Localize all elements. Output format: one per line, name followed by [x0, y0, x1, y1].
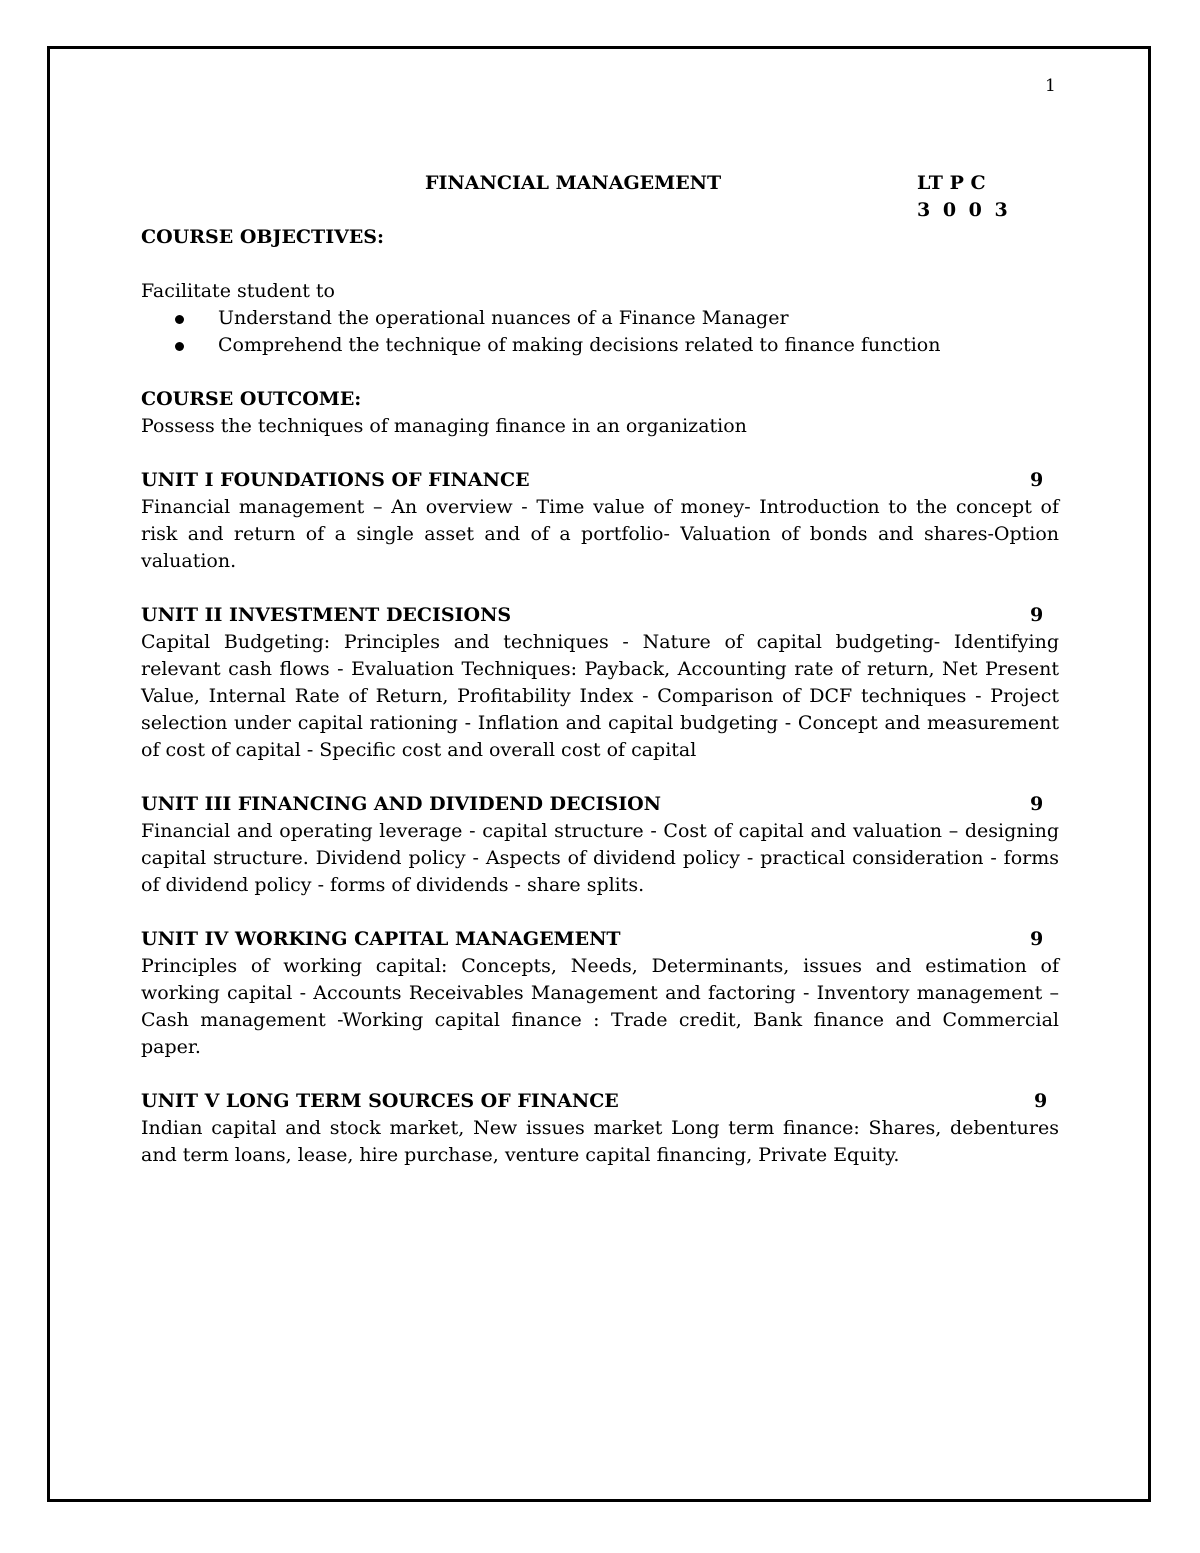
ltpc-label: LT P C — [917, 172, 986, 194]
unit-description: Financial and operating leverage - capital structure - Cost of capital and valuation – designing capital structure. Dividend policy - Aspects of dividend policy - practical consideration - forms of dividend policy - forms of dividends - share splits. — [141, 820, 1059, 896]
bullet-icon — [175, 315, 184, 324]
list-item — [141, 305, 1059, 332]
unit-title: UNIT V LONG TERM SOURCES OF FINANCE — [141, 1090, 619, 1112]
unit-description: Principles of working capital: Concepts, Needs, Determinants, issues and estimation of working capital - Accounts Receivables Management and factoring - Inventory management – Cash management -Working capital finance : Trade credit, Bank finance and Commercial paper. — [141, 955, 1059, 1058]
unit-hours: 9 — [1030, 469, 1044, 491]
ltpc-values: 3 0 0 3 — [917, 199, 1011, 221]
unit-heading — [141, 791, 1059, 818]
unit-title: UNIT II INVESTMENT DECISIONS — [141, 604, 512, 626]
objective-text: Understand the operational nuances of a Finance Manager — [218, 307, 789, 329]
title-row — [141, 170, 1059, 224]
unit-hours: 9 — [1030, 604, 1044, 626]
unit-section — [141, 1088, 1059, 1169]
objective-text: Comprehend the technique of making decisions related to finance function — [218, 334, 941, 356]
unit-heading — [141, 602, 1059, 629]
outcome-heading: COURSE OUTCOME: — [141, 388, 362, 410]
unit-section — [141, 467, 1059, 575]
bullet-icon — [175, 342, 184, 351]
unit-section — [141, 791, 1059, 899]
unit-title: UNIT III FINANCING AND DIVIDEND DECISION — [141, 793, 662, 815]
syllabus-content — [141, 170, 1059, 1169]
objectives-heading: COURSE OBJECTIVES: — [141, 226, 385, 248]
unit-section — [141, 926, 1059, 1061]
unit-heading — [141, 1088, 1059, 1115]
unit-title: UNIT I FOUNDATIONS OF FINANCE — [141, 469, 530, 491]
unit-heading — [141, 926, 1059, 953]
unit-description: Capital Budgeting: Principles and techniques - Nature of capital budgeting- Identifying relevant cash flows - Evaluation Techniques: Payback, Accounting rate of return, Net Present Value, Internal Rate of Return, Profitability Index - Comparison of DCF techniques - Project selection under capital rationing - Inflation and capital budgeting - Concept and measurement of cost of capital - Specific cost and overall cost of capital — [141, 631, 1059, 761]
ltpc-block — [917, 170, 1011, 224]
unit-description: Financial management – An overview - Time value of money- Introduction to the concept of risk and return of a single asset and of a portfolio- Valuation of bonds and shares-Option valuation. — [141, 496, 1059, 572]
course-title: FINANCIAL MANAGEMENT — [425, 172, 722, 194]
page-number: 1 — [1045, 76, 1056, 96]
unit-hours: 9 — [1034, 1090, 1048, 1112]
list-item — [141, 332, 1059, 359]
unit-title: UNIT IV WORKING CAPITAL MANAGEMENT — [141, 928, 621, 950]
unit-description: Indian capital and stock market, New issues market Long term finance: Shares, debentures and term loans, lease, hire purchase, venture capital financing, Private Equity. — [141, 1117, 1059, 1166]
unit-heading — [141, 467, 1059, 494]
unit-section — [141, 602, 1059, 764]
outcome-text: Possess the techniques of managing finance in an organization — [141, 415, 747, 437]
objectives-list — [141, 305, 1059, 359]
unit-hours: 9 — [1030, 793, 1044, 815]
unit-hours: 9 — [1030, 928, 1044, 950]
objectives-intro: Facilitate student to — [141, 280, 335, 302]
